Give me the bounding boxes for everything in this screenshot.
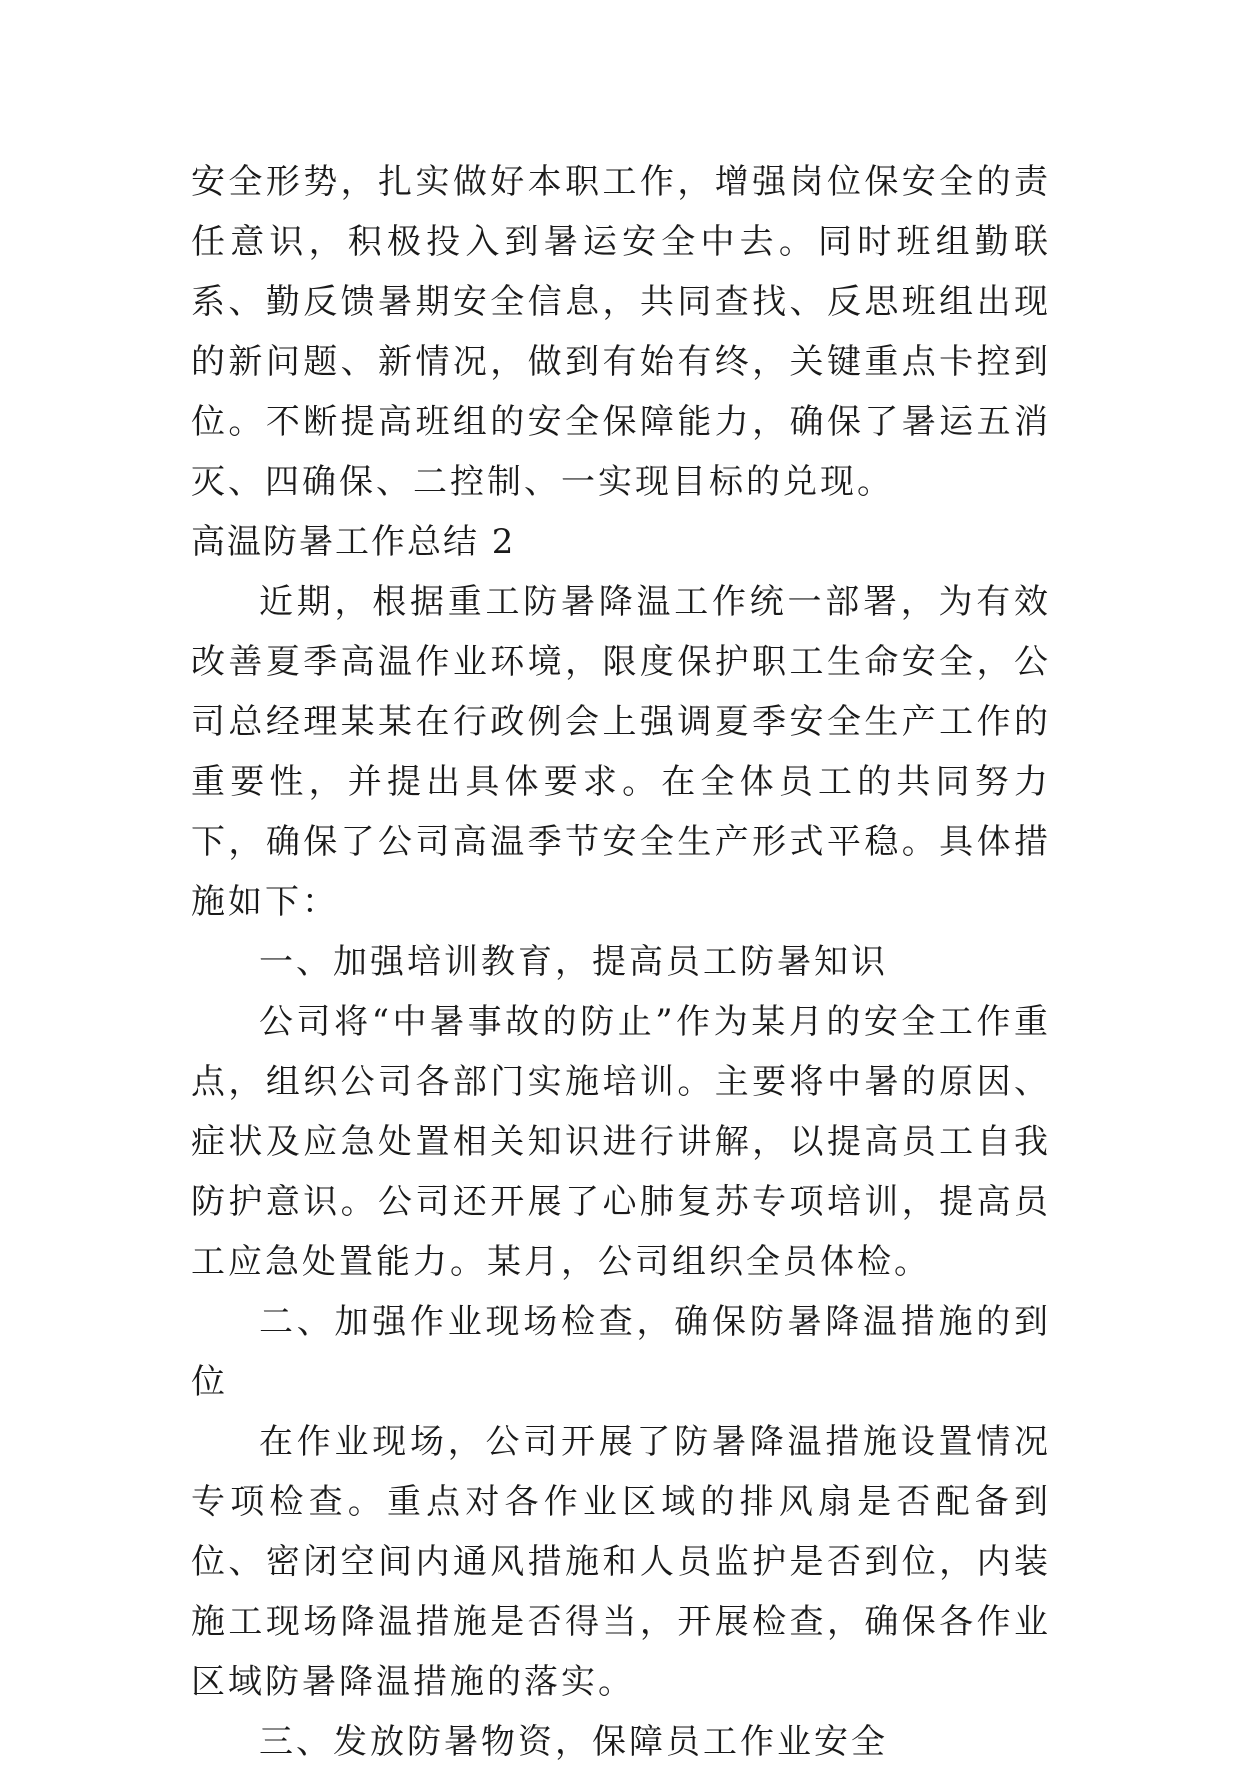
continuation-paragraph: 安全形势，扎实做好本职工作，增强岗位保安全的责任意识，积极投入到暑运安全中去。同时班组勤联系、勤反馈暑期安全信息，共同查找、反思班组出现的新问题、新情况，做到有始有终，关键重点卡控到位。不断提高班组的安全保障能力，确保了暑运五消灭、四确保、二控制、一实现目标的兑现。 [191, 162, 1051, 502]
intro-paragraph: 近期，根据重工防暑降温工作统一部署，为有效改善夏季高温作业环境，限度保护职工生命安全，公司总经理某某在行政例会上强调夏季安全生产工作的重要性，并提出具体要求。在全体员工的共同努力下，确保了公司高温季节安全生产形式平稳。具体措施如下： [191, 582, 1051, 922]
heading-training: 一、加强培训教育，提高员工防暑知识 [259, 942, 888, 982]
training-paragraph: 公司将“中暑事故的防止”作为某月的安全工作重点，组织公司各部门实施培训。主要将中暑的原因、症状及应急处置相关知识进行讲解，以提高员工自我防护意识。公司还开展了心肺复苏专项培训，提高员工应急处置能力。某月，公司组织全员体检。 [191, 1002, 1051, 1282]
heading-supplies: 三、发放防暑物资，保障员工作业安全 [259, 1722, 888, 1762]
document-body [191, 152, 1051, 1772]
section-title: 高温防暑工作总结 2 [191, 522, 516, 562]
inspection-paragraph: 在作业现场，公司开展了防暑降温措施设置情况专项检查。重点对各作业区域的排风扇是否配备到位、密闭空间内通风措施和人员监护是否到位，内装施工现场降温措施是否得当，开展检查，确保各作业区域防暑降温措施的落实。 [191, 1422, 1051, 1702]
heading-site-inspection: 二、加强作业现场检查，确保防暑降温措施的到位 [191, 1302, 1051, 1402]
